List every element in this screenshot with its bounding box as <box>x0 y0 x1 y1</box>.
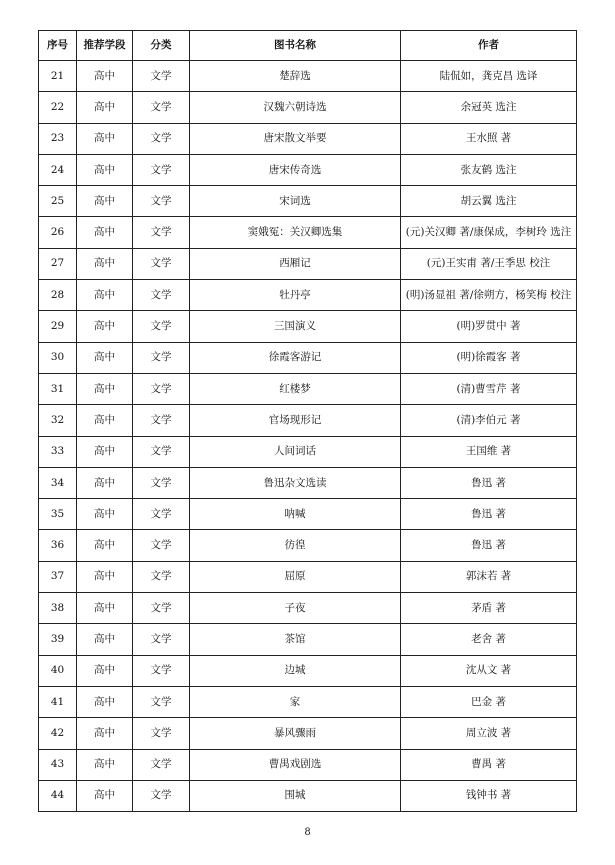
cell-stage: 高中 <box>77 342 133 373</box>
cell-title: 官场现形记 <box>190 405 401 436</box>
table-row <box>39 217 577 248</box>
cell-category: 文学 <box>133 154 190 185</box>
cell-title: 曹禺戏剧选 <box>190 749 401 780</box>
table-row <box>39 123 577 154</box>
cell-number: 25 <box>39 186 77 217</box>
cell-author: (清)李伯元 著 <box>401 405 577 436</box>
cell-title: 徐霞客游记 <box>190 342 401 373</box>
cell-title: 楚辞选 <box>190 61 401 92</box>
header-category: 分类 <box>133 31 190 61</box>
cell-stage: 高中 <box>77 311 133 342</box>
table-row <box>39 280 577 311</box>
table-row <box>39 154 577 185</box>
table-header-row <box>39 31 577 61</box>
cell-number: 28 <box>39 280 77 311</box>
header-author: 作者 <box>401 31 577 61</box>
cell-stage: 高中 <box>77 655 133 686</box>
cell-category: 文学 <box>133 686 190 717</box>
cell-title: 彷徨 <box>190 530 401 561</box>
cell-category: 文学 <box>133 655 190 686</box>
cell-title: 人间词话 <box>190 436 401 467</box>
header-title: 图书名称 <box>190 31 401 61</box>
table-row <box>39 92 577 123</box>
cell-stage: 高中 <box>77 436 133 467</box>
cell-category: 文学 <box>133 749 190 780</box>
cell-author: 周立波 著 <box>401 718 577 749</box>
cell-stage: 高中 <box>77 561 133 592</box>
table-row <box>39 718 577 749</box>
cell-category: 文学 <box>133 467 190 498</box>
cell-category: 文学 <box>133 530 190 561</box>
cell-stage: 高中 <box>77 780 133 811</box>
book-list-table <box>38 30 577 812</box>
table-row <box>39 499 577 530</box>
cell-category: 文学 <box>133 280 190 311</box>
cell-stage: 高中 <box>77 154 133 185</box>
table-row <box>39 467 577 498</box>
cell-number: 27 <box>39 248 77 279</box>
cell-title: 窦娥冤：关汉卿选集 <box>190 217 401 248</box>
table-row <box>39 655 577 686</box>
cell-number: 21 <box>39 61 77 92</box>
cell-number: 33 <box>39 436 77 467</box>
cell-author: 陆侃如，龚克昌 选译 <box>401 61 577 92</box>
cell-author: 鲁迅 著 <box>401 467 577 498</box>
cell-number: 22 <box>39 92 77 123</box>
cell-stage: 高中 <box>77 624 133 655</box>
cell-author: 鲁迅 著 <box>401 499 577 530</box>
cell-number: 32 <box>39 405 77 436</box>
cell-title: 茶馆 <box>190 624 401 655</box>
cell-number: 35 <box>39 499 77 530</box>
cell-number: 37 <box>39 561 77 592</box>
cell-category: 文学 <box>133 342 190 373</box>
cell-title: 宋词选 <box>190 186 401 217</box>
cell-title: 牡丹亭 <box>190 280 401 311</box>
cell-number: 29 <box>39 311 77 342</box>
cell-category: 文学 <box>133 561 190 592</box>
cell-number: 34 <box>39 467 77 498</box>
cell-number: 40 <box>39 655 77 686</box>
table-row <box>39 248 577 279</box>
header-stage: 推荐学段 <box>77 31 133 61</box>
cell-author: (清)曹雪芹 著 <box>401 373 577 404</box>
cell-category: 文学 <box>133 405 190 436</box>
table-row <box>39 61 577 92</box>
cell-stage: 高中 <box>77 593 133 624</box>
cell-title: 暴风骤雨 <box>190 718 401 749</box>
cell-author: 沈从文 著 <box>401 655 577 686</box>
cell-stage: 高中 <box>77 92 133 123</box>
table-row <box>39 686 577 717</box>
cell-number: 24 <box>39 154 77 185</box>
cell-author: 巴金 著 <box>401 686 577 717</box>
cell-number: 26 <box>39 217 77 248</box>
table-row <box>39 530 577 561</box>
cell-title: 围城 <box>190 780 401 811</box>
cell-author: 王国维 著 <box>401 436 577 467</box>
cell-stage: 高中 <box>77 405 133 436</box>
table-row <box>39 624 577 655</box>
cell-category: 文学 <box>133 718 190 749</box>
cell-title: 子夜 <box>190 593 401 624</box>
cell-number: 39 <box>39 624 77 655</box>
cell-title: 鲁迅杂文选读 <box>190 467 401 498</box>
cell-category: 文学 <box>133 123 190 154</box>
cell-author: 胡云翼 选注 <box>401 186 577 217</box>
cell-category: 文学 <box>133 780 190 811</box>
cell-stage: 高中 <box>77 686 133 717</box>
cell-title: 红楼梦 <box>190 373 401 404</box>
cell-stage: 高中 <box>77 530 133 561</box>
cell-stage: 高中 <box>77 248 133 279</box>
table-row <box>39 373 577 404</box>
cell-category: 文学 <box>133 92 190 123</box>
cell-number: 31 <box>39 373 77 404</box>
cell-title: 汉魏六朝诗选 <box>190 92 401 123</box>
cell-stage: 高中 <box>77 217 133 248</box>
cell-title: 家 <box>190 686 401 717</box>
cell-author: 鲁迅 著 <box>401 530 577 561</box>
cell-number: 23 <box>39 123 77 154</box>
cell-stage: 高中 <box>77 61 133 92</box>
cell-stage: 高中 <box>77 280 133 311</box>
cell-author: (明)汤显祖 著/徐朔方，杨笑梅 校注 <box>401 280 577 311</box>
cell-author: (明)徐霞客 著 <box>401 342 577 373</box>
table-row <box>39 561 577 592</box>
cell-author: 老舍 著 <box>401 624 577 655</box>
table-row <box>39 342 577 373</box>
cell-author: 张友鹤 选注 <box>401 154 577 185</box>
cell-number: 42 <box>39 718 77 749</box>
cell-stage: 高中 <box>77 467 133 498</box>
header-number: 序号 <box>39 31 77 61</box>
cell-title: 呐喊 <box>190 499 401 530</box>
cell-stage: 高中 <box>77 186 133 217</box>
cell-title: 唐宋传奇选 <box>190 154 401 185</box>
table-body <box>39 61 577 812</box>
cell-number: 43 <box>39 749 77 780</box>
cell-category: 文学 <box>133 217 190 248</box>
cell-title: 屈原 <box>190 561 401 592</box>
cell-number: 41 <box>39 686 77 717</box>
cell-author: 余冠英 选注 <box>401 92 577 123</box>
cell-stage: 高中 <box>77 123 133 154</box>
cell-title: 三国演义 <box>190 311 401 342</box>
cell-stage: 高中 <box>77 749 133 780</box>
cell-author: (元)关汉卿 著/康保成，李树玲 选注 <box>401 217 577 248</box>
table-row <box>39 311 577 342</box>
cell-author: 茅盾 著 <box>401 593 577 624</box>
cell-stage: 高中 <box>77 499 133 530</box>
cell-author: (元)王实甫 著/王季思 校注 <box>401 248 577 279</box>
cell-number: 36 <box>39 530 77 561</box>
cell-author: (明)罗贯中 著 <box>401 311 577 342</box>
cell-category: 文学 <box>133 593 190 624</box>
table-row <box>39 780 577 811</box>
table-row <box>39 186 577 217</box>
cell-number: 30 <box>39 342 77 373</box>
cell-title: 西厢记 <box>190 248 401 279</box>
cell-title: 唐宋散文举要 <box>190 123 401 154</box>
cell-category: 文学 <box>133 499 190 530</box>
cell-number: 44 <box>39 780 77 811</box>
cell-author: 王水照 著 <box>401 123 577 154</box>
cell-category: 文学 <box>133 373 190 404</box>
cell-category: 文学 <box>133 436 190 467</box>
cell-stage: 高中 <box>77 373 133 404</box>
table-row <box>39 436 577 467</box>
cell-category: 文学 <box>133 311 190 342</box>
cell-category: 文学 <box>133 248 190 279</box>
table-row <box>39 749 577 780</box>
table-row <box>39 593 577 624</box>
cell-title: 边城 <box>190 655 401 686</box>
table-row <box>39 405 577 436</box>
cell-category: 文学 <box>133 624 190 655</box>
cell-category: 文学 <box>133 61 190 92</box>
cell-category: 文学 <box>133 186 190 217</box>
cell-stage: 高中 <box>77 718 133 749</box>
cell-number: 38 <box>39 593 77 624</box>
page-number: 8 <box>304 827 311 838</box>
cell-author: 曹禺 著 <box>401 749 577 780</box>
cell-author: 郭沫若 著 <box>401 561 577 592</box>
cell-author: 钱钟书 著 <box>401 780 577 811</box>
